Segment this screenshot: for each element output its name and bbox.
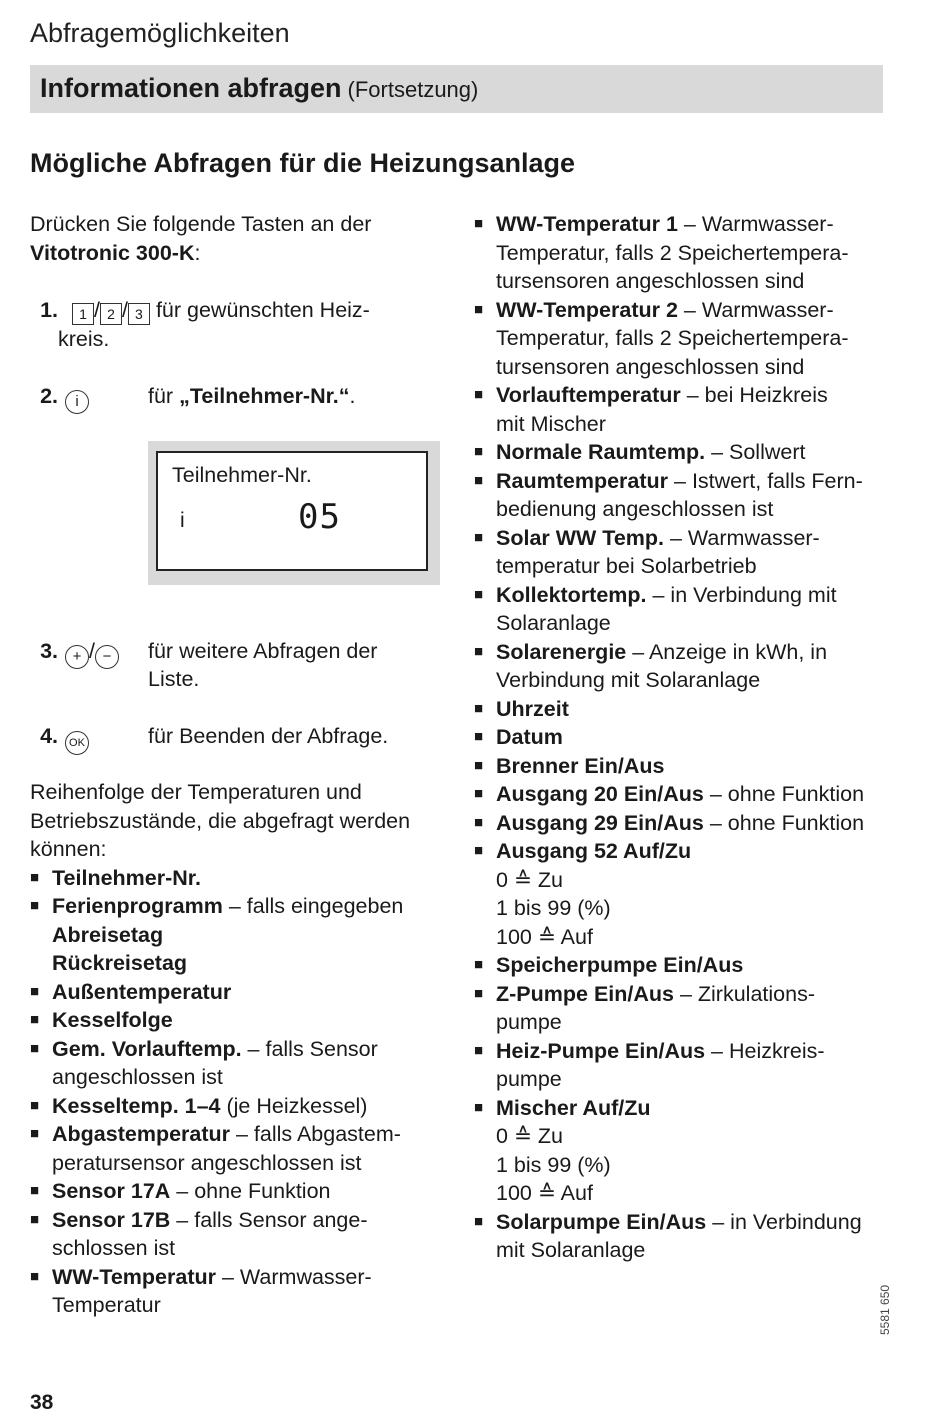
list-item-cont: temperatur bei Solarbetrieb	[496, 554, 757, 578]
step-4	[30, 722, 89, 755]
list-item	[474, 980, 894, 1009]
list-item-desc: – falls eingegeben	[222, 894, 404, 918]
list-item	[474, 638, 894, 667]
list-item	[474, 381, 894, 410]
bullet-icon: ■	[474, 471, 484, 489]
step-1-text: für gewünschten Heiz-	[155, 298, 370, 322]
list-item-label: Gem. Vorlauftemp.	[52, 1036, 242, 1061]
list-item-label: Abgastemperatur	[52, 1122, 231, 1146]
list-item	[30, 1206, 450, 1235]
list-item-desc: – Warmwasser-	[677, 297, 834, 322]
list-item-label: WW-Temperatur 2	[496, 297, 678, 322]
list-item	[30, 1006, 450, 1035]
subtitle: Mögliche Abfragen für die Heizungsanlage	[30, 148, 576, 178]
list-item-desc: – Sollwert	[705, 440, 806, 464]
list-item-label: Uhrzeit	[496, 696, 569, 721]
list-item-label: Kollektortemp.	[496, 582, 647, 607]
list-item-label: Solarenergie	[496, 639, 627, 664]
lcd-title: Teilnehmer-Nr.	[172, 463, 312, 487]
list-subitem: 1 bis 99 (%)	[496, 1152, 611, 1177]
list-item-cont: Temperatur, falls 2 Speichertempera-	[496, 326, 849, 350]
list-subitem	[30, 949, 450, 978]
key-2-icon: 2	[100, 303, 122, 325]
list-item-cont: tursensoren angeschlossen sind	[496, 354, 805, 379]
list-item-cont: peratursensor angeschlossen ist	[52, 1150, 362, 1175]
intro-colon: :	[194, 240, 201, 265]
document-number: 5581 650	[878, 1284, 892, 1335]
bullet-icon: ■	[30, 1182, 40, 1199]
list-item-cont: angeschlossen ist	[52, 1065, 223, 1089]
list-item	[30, 1035, 450, 1064]
list-item	[474, 296, 894, 325]
list-item-label: Normale Raumtemp.	[496, 440, 706, 464]
bullet-icon: ■	[474, 1041, 484, 1059]
bullet-icon: ■	[474, 585, 484, 603]
list-item	[474, 752, 894, 781]
list-item-desc: – Heizkreis-	[705, 1038, 825, 1063]
list-item-label: Ausgang 20 Ein/Aus	[496, 782, 704, 806]
step-1-text-cont: kreis.	[58, 327, 110, 351]
list-item-cont: Verbindung mit Solaranlage	[496, 668, 761, 692]
list-item-label: Sensor 17A	[52, 1179, 171, 1203]
list-item-label: Speicherpumpe Ein/Aus	[496, 953, 744, 977]
list-subitem: 0 ≙ Zu	[496, 867, 564, 892]
bullet-icon: ■	[474, 386, 484, 403]
list-item-desc: – Anzeige in kWh, in	[626, 639, 828, 664]
bullet-icon: ■	[474, 300, 484, 318]
list-item-desc: – ohne Funktion	[703, 782, 865, 806]
step-2-number: 2.	[40, 384, 58, 408]
key-3-icon: 3	[128, 303, 150, 325]
list-subitem: 0 ≙ Zu	[496, 1124, 564, 1148]
list-item-cont: pumpe	[496, 1010, 562, 1034]
order-text-2: Betriebszustände, die abgefragt werden	[30, 808, 411, 833]
left-list	[30, 778, 450, 1320]
key-1-icon: 1	[72, 303, 94, 325]
list-subitem: 100 ≙ Auf	[496, 924, 593, 949]
lcd-info-icon: i	[180, 509, 185, 532]
list-item-cont: tursensoren angeschlossen sind	[496, 269, 805, 293]
page-number: 38	[30, 1391, 54, 1414]
bullet-icon: ■	[474, 215, 484, 232]
list-item-label: WW-Temperatur	[52, 1264, 217, 1289]
step-3-number: 3.	[40, 639, 58, 663]
list-item	[474, 467, 894, 496]
list-item-label: Heiz-Pumpe Ein/Aus	[496, 1038, 706, 1063]
section-header: Abfragemöglichkeiten	[30, 18, 290, 48]
step-1-number: 1.	[40, 298, 58, 322]
step-2-text-a: für	[148, 384, 180, 408]
list-item	[474, 1208, 894, 1237]
list-item-cont: pumpe	[496, 1067, 562, 1091]
list-item	[30, 1263, 450, 1292]
list-item-label: Teilnehmer-Nr.	[52, 865, 201, 890]
list-item-desc: – falls Sensor	[241, 1036, 378, 1061]
list-item-cont: Temperatur, falls 2 Speichertempera-	[496, 240, 849, 265]
list-item-desc: – Warmwasser-	[664, 525, 820, 550]
page-title-suffix: (Fortsetzung)	[347, 77, 479, 102]
list-item-cont: mit Mischer	[496, 411, 606, 436]
step-3-text-cont: Liste.	[148, 667, 200, 691]
step-3: 3. + / −	[30, 637, 119, 669]
list-item-label: Außentemperatur	[52, 979, 232, 1004]
bullet-icon: ■	[30, 1011, 40, 1028]
list-item-label: WW-Temperatur 1	[496, 212, 678, 236]
list-item-cont: bedienung angeschlossen ist	[496, 497, 774, 521]
step-2	[30, 382, 89, 414]
step-1: 1. 1 / 2 / 3 für gewünschten Heiz-	[30, 296, 370, 325]
ok-key-icon: OK	[65, 731, 89, 755]
left-column	[30, 210, 440, 267]
page-title: Informationen abfragen	[40, 73, 342, 103]
order-text-3: können:	[30, 837, 107, 861]
bullet-icon: ■	[474, 984, 484, 1002]
list-item-label: Raumtemperatur	[496, 468, 669, 493]
list-item-label: Vorlauftemperatur	[496, 383, 681, 407]
list-item	[474, 837, 894, 866]
list-item-cont: Temperatur	[52, 1293, 161, 1317]
list-item	[474, 951, 894, 980]
list-item-desc: – falls Abgastem-	[230, 1122, 401, 1146]
bullet-icon: ■	[30, 1125, 40, 1142]
list-item	[474, 1037, 894, 1066]
step-4-text: für Beenden der Abfrage.	[148, 724, 389, 748]
list-item	[474, 524, 894, 553]
bullet-icon: ■	[474, 1098, 484, 1116]
device-name: Vitotronic 300-K	[30, 240, 195, 265]
bullet-icon: ■	[474, 956, 484, 973]
list-item-label: Sensor 17B	[52, 1207, 171, 1232]
list-item-cont: mit Solaranlage	[496, 1238, 646, 1262]
bullet-icon: ■	[474, 813, 484, 831]
list-item-desc: – Zirkulations-	[673, 981, 815, 1006]
list-item	[30, 1092, 450, 1121]
list-item-desc: – Warmwasser-	[216, 1264, 372, 1289]
list-item	[474, 723, 894, 752]
intro-line-2	[30, 239, 440, 268]
list-item	[474, 438, 894, 467]
lcd-display-frame	[148, 441, 440, 585]
bullet-icon: ■	[474, 642, 484, 660]
bullet-icon: ■	[30, 982, 40, 1000]
list-item-desc: (je Heizkessel)	[220, 1093, 368, 1118]
list-item-label: Z-Pumpe Ein/Aus	[496, 981, 674, 1006]
list-item-label: Solar WW Temp.	[496, 525, 665, 550]
bullet-icon: ■	[474, 728, 484, 745]
list-item	[474, 581, 894, 610]
step-3-text: für weitere Abfragen der	[148, 639, 378, 663]
list-item	[30, 892, 450, 921]
list-item	[474, 1094, 894, 1123]
list-item-desc: – in Verbindung	[706, 1209, 862, 1234]
title-bar	[30, 65, 883, 113]
list-subitem	[30, 921, 450, 950]
bullet-icon: ■	[30, 1039, 40, 1057]
bullet-icon: ■	[474, 528, 484, 546]
list-item-desc: – ohne Funktion	[170, 1179, 331, 1203]
list-item	[474, 695, 894, 724]
step-2-text-c: .	[349, 384, 356, 408]
list-subitem-label: Abreisetag	[52, 922, 164, 947]
list-item	[30, 1120, 450, 1149]
list-item-desc: – in Verbindung mit	[646, 582, 837, 607]
list-item-label: Mischer Auf/Zu	[496, 1095, 651, 1120]
step-4-number: 4.	[40, 724, 58, 748]
list-item-label: Kesseltemp. 1–4	[52, 1093, 221, 1118]
list-item-label: Ausgang 52 Auf/Zu	[496, 839, 692, 863]
list-item-label: Brenner Ein/Aus	[496, 753, 665, 778]
list-item	[30, 978, 450, 1007]
step-2-text-b: „Teilnehmer-Nr.“	[179, 384, 350, 408]
list-item	[474, 780, 894, 809]
list-item	[30, 1177, 450, 1206]
bullet-icon: ■	[474, 785, 484, 802]
bullet-icon: ■	[474, 842, 484, 859]
bullet-icon: ■	[474, 699, 484, 717]
bullet-icon: ■	[474, 756, 484, 774]
list-subitem: 100 ≙ Auf	[496, 1181, 593, 1205]
bullet-icon: ■	[474, 443, 484, 460]
step-2-text	[148, 382, 356, 411]
bullet-icon: ■	[30, 1096, 40, 1114]
plus-key-icon: +	[65, 645, 89, 669]
list-subitem-label: Rückreisetag	[52, 951, 188, 975]
list-item-label: Kesselfolge	[52, 1008, 173, 1032]
bullet-icon: ■	[30, 1210, 40, 1228]
minus-key-icon: −	[95, 645, 119, 669]
list-item-desc: – Warmwasser-	[677, 212, 834, 236]
list-item-cont: Solaranlage	[496, 611, 611, 635]
list-item-desc: – falls Sensor ange-	[170, 1207, 368, 1232]
list-item-desc: – Istwert, falls Fern-	[668, 468, 863, 493]
lcd-value: 05	[298, 497, 341, 537]
list-item-label: Ausgang 29 Ein/Aus	[496, 810, 704, 835]
list-item-label: Solarpumpe Ein/Aus	[496, 1209, 707, 1234]
list-item	[30, 864, 450, 893]
intro-line-1: Drücken Sie folgende Tasten an der	[30, 212, 372, 236]
list-subitem: 1 bis 99 (%)	[496, 896, 611, 920]
right-list	[474, 210, 894, 1265]
list-item-label: Ferienprogramm	[52, 894, 223, 918]
list-item-cont: schlossen ist	[52, 1236, 176, 1260]
info-key-icon: i	[65, 390, 89, 414]
list-item	[474, 809, 894, 838]
list-item-label: Datum	[496, 725, 563, 749]
bullet-icon: ■	[30, 868, 40, 886]
order-text-1: Reihenfolge der Temperaturen und	[30, 780, 362, 804]
lcd-display	[156, 451, 428, 571]
list-item-desc: – bei Heizkreis	[680, 383, 828, 407]
list-item-desc: – ohne Funktion	[703, 810, 865, 835]
bullet-icon: ■	[30, 1267, 40, 1285]
bullet-icon: ■	[474, 1212, 484, 1230]
bullet-icon: ■	[30, 897, 40, 914]
list-item	[474, 210, 894, 239]
